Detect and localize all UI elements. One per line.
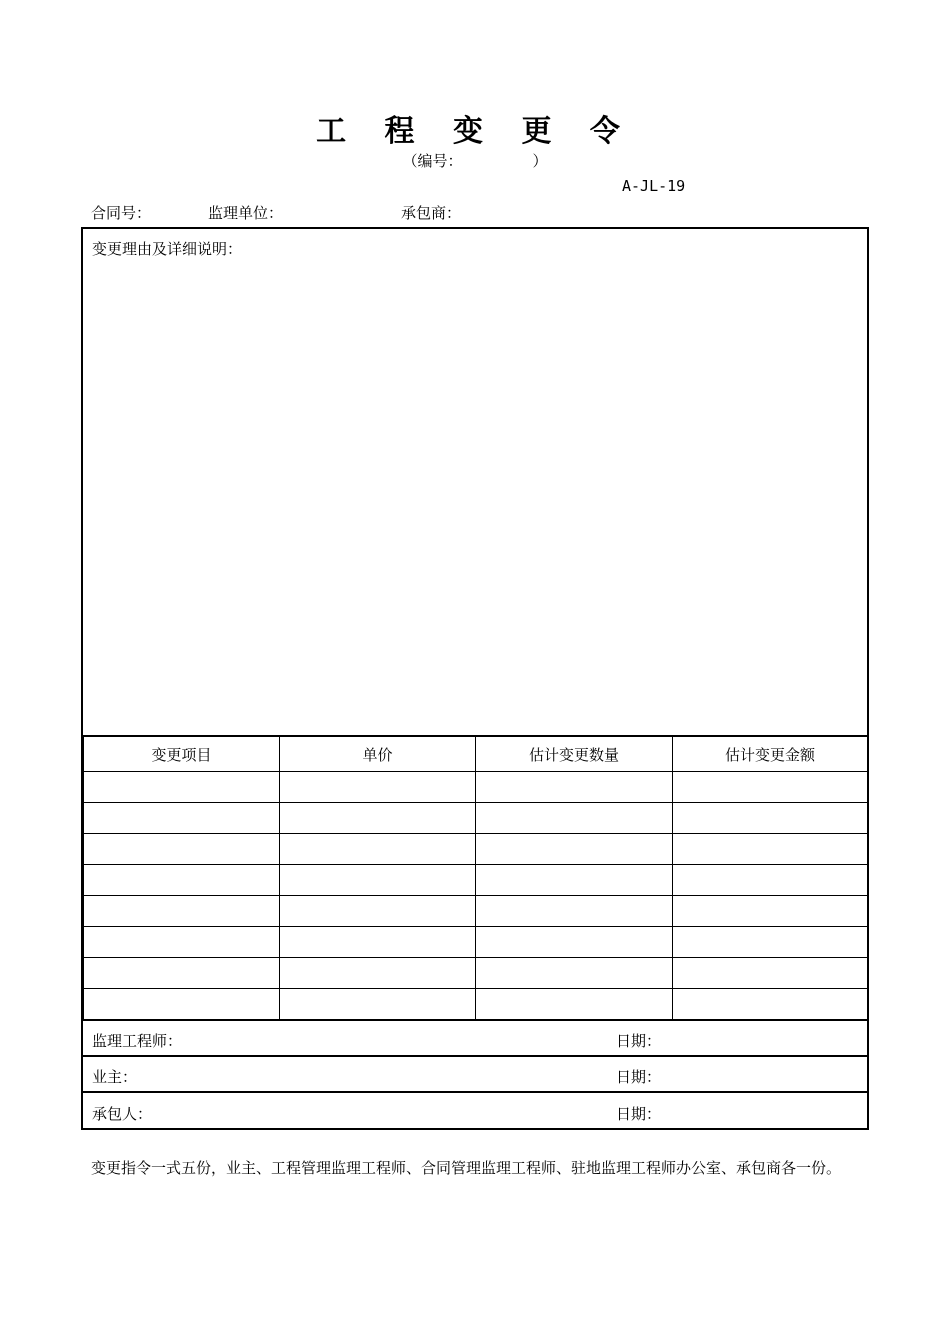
- table-cell[interactable]: [476, 958, 673, 989]
- change-order-form: [81, 227, 869, 1130]
- header-unit-price: 单价: [280, 736, 476, 772]
- header-estimated-quantity: 估计变更数量: [476, 736, 673, 772]
- table-cell[interactable]: [476, 803, 673, 834]
- table-cell[interactable]: [280, 989, 476, 1020]
- table-cell[interactable]: [84, 834, 280, 865]
- table-cell[interactable]: [476, 865, 673, 896]
- table-cell[interactable]: [84, 803, 280, 834]
- table-cell[interactable]: [673, 865, 868, 896]
- engineer-date-label: 日期：: [616, 1032, 662, 1050]
- table-cell[interactable]: [84, 927, 280, 958]
- table-cell[interactable]: [476, 834, 673, 865]
- table-cell[interactable]: [280, 865, 476, 896]
- table-cell[interactable]: [673, 803, 868, 834]
- table-row: [84, 989, 868, 1020]
- table-cell[interactable]: [476, 896, 673, 927]
- document-title: 工 程 变 更 令: [316, 114, 634, 149]
- form-code: A-JL-19: [622, 177, 686, 195]
- table-cell[interactable]: [673, 772, 868, 803]
- table-header-row: [84, 736, 868, 772]
- signature-row-owner: [83, 1055, 867, 1093]
- table-row: [84, 958, 868, 989]
- table-row: [84, 772, 868, 803]
- table-cell[interactable]: [280, 834, 476, 865]
- table-cell[interactable]: [476, 927, 673, 958]
- header-estimated-amount: 估计变更金额: [673, 736, 868, 772]
- table-row: [84, 896, 868, 927]
- table-cell[interactable]: [280, 772, 476, 803]
- table-cell[interactable]: [280, 927, 476, 958]
- contractor-sign-label: 承包人：: [92, 1105, 153, 1123]
- table-cell[interactable]: [673, 989, 868, 1020]
- contract-number-label: 合同号：: [91, 204, 152, 222]
- table-row: [84, 865, 868, 896]
- number-open: （编号：: [402, 152, 463, 170]
- table-cell[interactable]: [673, 896, 868, 927]
- number-close: ）: [532, 152, 548, 170]
- table-cell[interactable]: [84, 989, 280, 1020]
- table-cell[interactable]: [84, 896, 280, 927]
- engineer-label: 监理工程师：: [92, 1032, 183, 1050]
- document-number-line: [0, 150, 950, 171]
- table-row: [84, 834, 868, 865]
- table-cell[interactable]: [280, 958, 476, 989]
- signature-row-engineer: [83, 1019, 867, 1057]
- supervisor-unit-label: 监理单位：: [208, 204, 284, 222]
- table-cell[interactable]: [280, 896, 476, 927]
- description-label: 变更理由及详细说明：: [92, 240, 243, 258]
- owner-label: 业主：: [92, 1068, 138, 1086]
- contractor-date-label: 日期：: [616, 1105, 662, 1123]
- table-cell[interactable]: [280, 803, 476, 834]
- header-change-item: 变更项目: [84, 736, 280, 772]
- owner-date-label: 日期：: [616, 1068, 662, 1086]
- distribution-note: 变更指令一式五份，业主、工程管理监理工程师、合同管理监理工程师、驻地监理工程师办公室、承包商各一份。: [91, 1159, 842, 1177]
- table-cell[interactable]: [673, 958, 868, 989]
- table-cell[interactable]: [476, 989, 673, 1020]
- contractor-label: 承包商：: [401, 204, 462, 222]
- table-cell[interactable]: [476, 772, 673, 803]
- table-row: [84, 927, 868, 958]
- change-items-table: [83, 735, 868, 1020]
- table-row: [84, 803, 868, 834]
- table-cell[interactable]: [673, 834, 868, 865]
- table-cell[interactable]: [84, 865, 280, 896]
- table-cell[interactable]: [84, 772, 280, 803]
- table-cell[interactable]: [84, 958, 280, 989]
- table-cell[interactable]: [673, 927, 868, 958]
- signature-row-contractor: [83, 1091, 867, 1130]
